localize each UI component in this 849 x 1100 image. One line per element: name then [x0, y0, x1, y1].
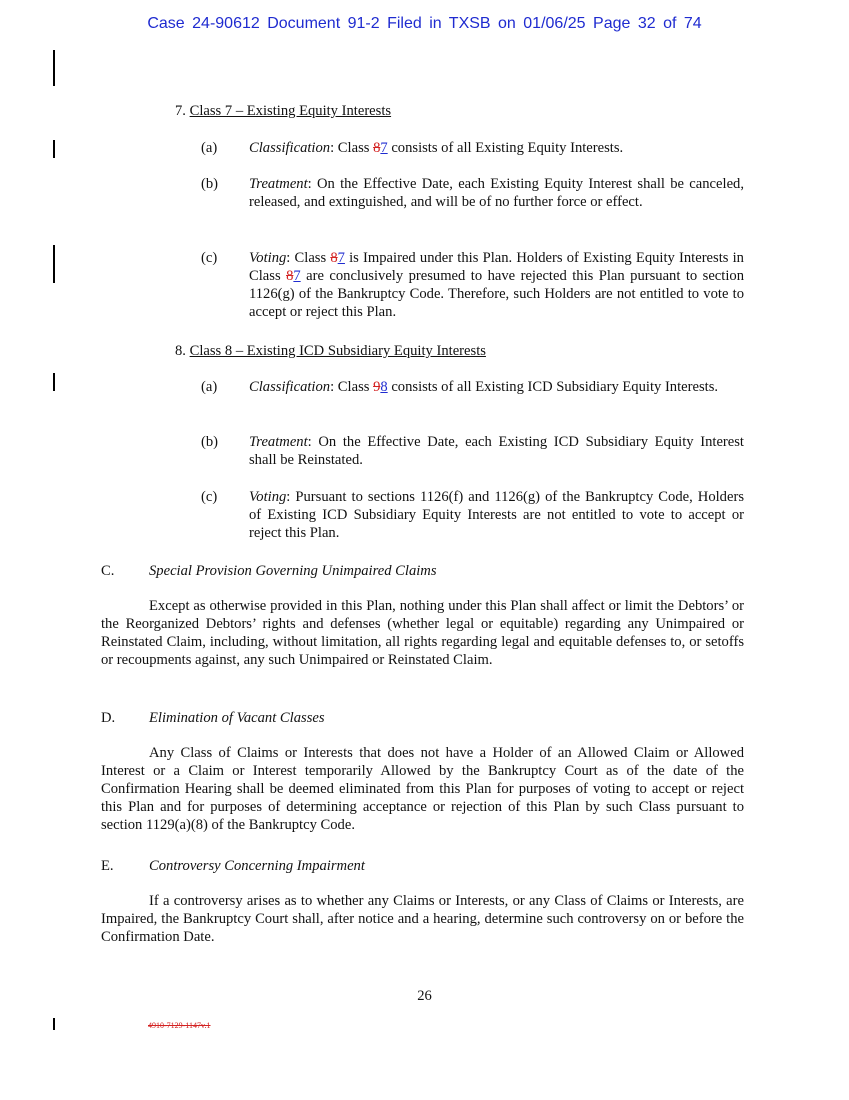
document-number: Document 91-2 [267, 15, 380, 32]
inserted-text: 8 [380, 379, 388, 395]
court-filing-header [0, 15, 849, 33]
class7-number: 7. [175, 103, 186, 119]
class7-heading [175, 102, 391, 120]
deleted-text: 8 [373, 140, 381, 156]
change-bar [53, 50, 55, 86]
change-bar [53, 140, 55, 158]
deleted-text: 9 [373, 379, 381, 395]
class8-c-term: Voting [249, 489, 287, 505]
class7-b-text: Treatment: On the Effective Date, each Existing Equity Interest shall be canceled, released, and extinguished, and will be of no further force or effect. [249, 176, 744, 210]
document-id: 4910-7129-1147v.1 [148, 1021, 211, 1030]
page-number: 26 [417, 988, 432, 1004]
section-e-body: If a controversy arises as to whether any Claims or Interests, or any Class of Claims or Interests, are Impaired, the Bankruptcy Court shall, after notice and a hearing, determine such controversy on or before the Confirmation Date. [101, 893, 744, 945]
class7-c-text: Voting: Class 87 is Impaired under this Plan. Holders of Existing Equity Interests in Class 87 are conclusively presumed to have rejected this Plan pursuant to section 1126(g) of the Bankruptcy Code. Therefore, such Holders are not entitled to vote to accept or reject this Plan. [249, 250, 744, 320]
class8-c-text: Voting: Pursuant to sections 1126(f) and 1126(g) of the Bankruptcy Code, Holders of Existing ICD Subsidiary Equity Interests are not entitled to vote to accept or reject this Plan. [249, 489, 744, 541]
class7-a-term: Classification [249, 140, 331, 156]
section-d-letter: D. [101, 710, 116, 726]
class8-b-term: Treatment [249, 434, 308, 450]
class7-b-term: Treatment [249, 176, 308, 192]
class7-c-term: Voting [249, 250, 287, 266]
inserted-text: 7 [337, 250, 345, 266]
inserted-text: 7 [293, 268, 301, 284]
class8-number: 8. [175, 343, 186, 359]
class8-b-label: (b) [201, 434, 219, 450]
section-c-title: Special Provision Governing Unimpaired Claims [149, 563, 437, 579]
class8-title: Class 8 – Existing ICD Subsidiary Equity Interests [189, 343, 486, 359]
section-e-title: Controversy Concerning Impairment [149, 858, 365, 874]
class8-b-text: Treatment: On the Effective Date, each Existing ICD Subsidiary Equity Interest shall be Reinstated. [249, 434, 744, 468]
class7-c-label: (c) [201, 250, 218, 266]
class8-c-label: (c) [201, 489, 218, 505]
page-indicator: Page 32 of 74 [593, 15, 702, 32]
deleted-text: 8 [286, 268, 294, 284]
class8-a-label: (a) [201, 379, 218, 395]
change-bar [53, 373, 55, 391]
case-number: Case 24-90612 [147, 15, 260, 32]
section-c-body: Except as otherwise provided in this Plan, nothing under this Plan shall affect or limit the Debtors’ or the Reorganized Debtors’ rights and defenses (whether legal or equitable) regarding any Unimpaired or Reinstated Claim, including, without limitation, all rights regarding legal and equitable defenses to, or setoffs or recoupments against, any such Unimpaired or Reinstated Claim. [101, 598, 744, 668]
change-bar [53, 245, 55, 283]
class7-a-label: (a) [201, 140, 218, 156]
class8-a-term: Classification [249, 379, 331, 395]
section-c-letter: C. [101, 563, 115, 579]
class7-title: Class 7 – Existing Equity Interests [189, 103, 392, 119]
class8-heading [175, 342, 486, 360]
change-bar [53, 1018, 55, 1030]
class7-a-text: Classification: Class 87 consists of all Existing Equity Interests. [249, 140, 624, 156]
class8-a-text: Classification: Class 98 consists of all Existing ICD Subsidiary Equity Interests. [249, 379, 719, 395]
deleted-text: 8 [330, 250, 338, 266]
section-d-body: Any Class of Claims or Interests that does not have a Holder of an Allowed Claim or Allowed Interest or a Claim or Interest temporarily Allowed by the Bankruptcy Court as of the date of the Confirmation Hearing shall be deemed eliminated from this Plan for purposes of voting to accept or reject this Plan and for purposes of determining acceptance or rejection of this Plan by such Class pursuant to section 1129(a)(8) of the Bankruptcy Code. [101, 745, 744, 833]
section-e-letter: E. [101, 858, 114, 874]
class7-b-label: (b) [201, 176, 219, 192]
section-d-title: Elimination of Vacant Classes [149, 710, 325, 726]
filed-info: Filed in TXSB on 01/06/25 [387, 15, 586, 32]
inserted-text: 7 [380, 140, 388, 156]
